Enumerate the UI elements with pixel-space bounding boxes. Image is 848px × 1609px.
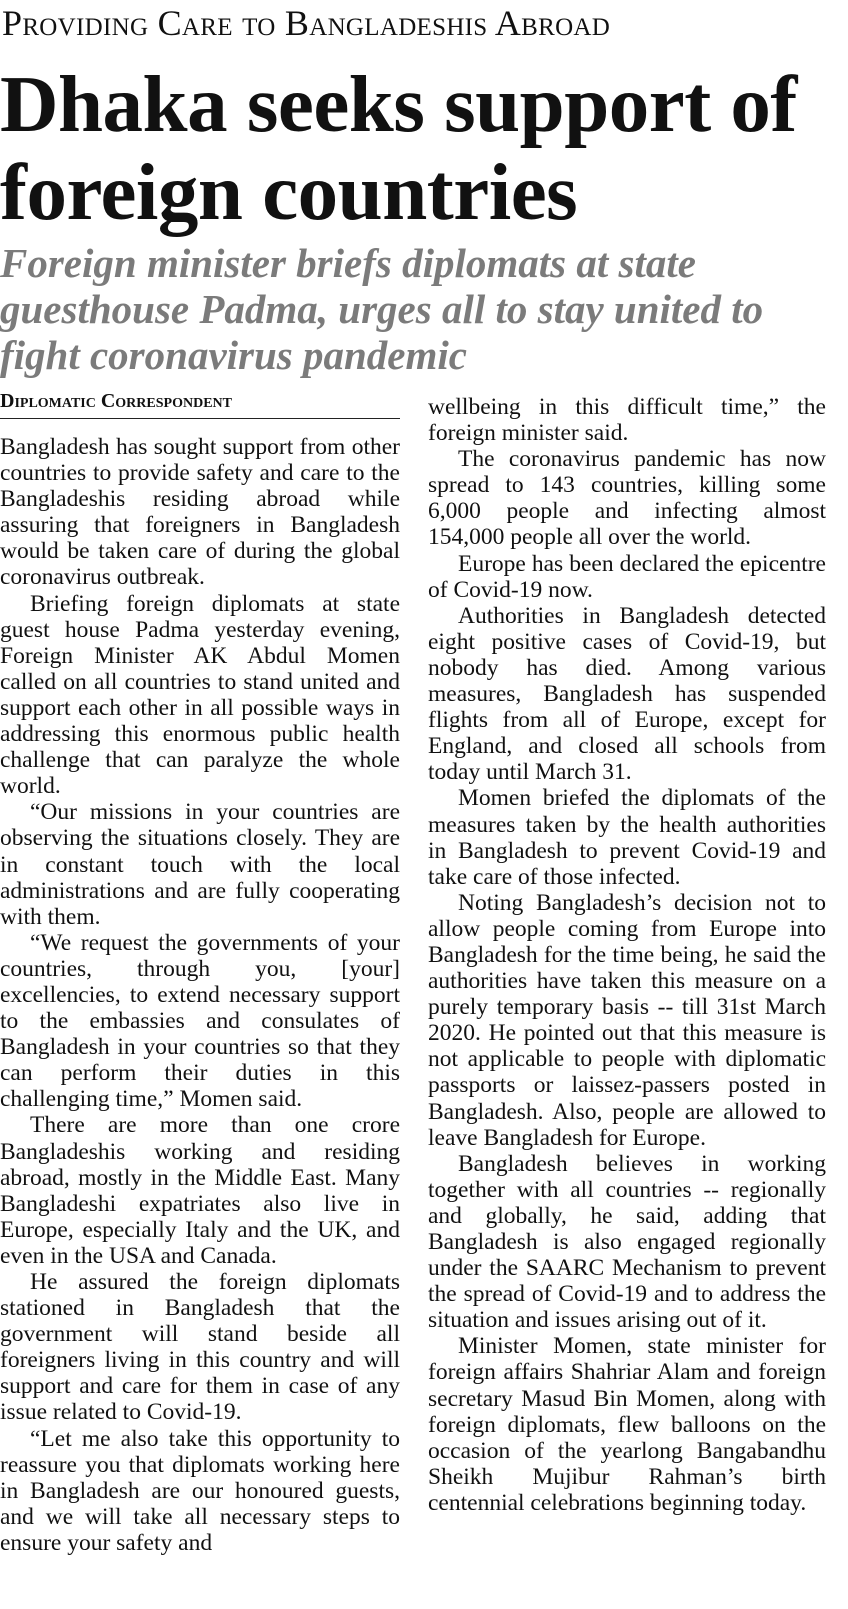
paragraph: Momen briefed the diplomats of the measures taken by the health authorities in Bangladesh to prevent Covid-19 and take care of those infected. <box>428 785 826 890</box>
paragraph: Minister Momen, state minister for foreign affairs Shahriar Alam and foreign secretary Masud Bin Momen, along with foreign diplomats, flew balloons on the occasion of the yearlong Bangabandhu Sheikh Mujibur Rahman’s birth centennial celebrations beginning today. <box>428 1333 826 1516</box>
paragraph: “We request the governments of your countries, through you, [your] excellencies, to extend necessary support to the embassies and consulates of Bangladesh in your countries so that they can perform their duties in this challenging time,” Momen said. <box>0 929 400 1113</box>
paragraph: Authorities in Bangladesh detected eight positive cases of Covid-19, but nobody has died. Among various measures, Bangladesh has suspended flights from all of Europe, except for England, and closed all schools from today until March 31. <box>428 602 826 786</box>
paragraph: He assured the foreign diplomats stationed in Bangladesh that the government will stand beside all foreigners living in this country and will support and care for them in case of any issue related to Covid-19. <box>0 1269 400 1426</box>
paragraph: There are more than one crore Bangladeshis working and residing abroad, mostly in the Middle East. Many Bangladeshi expatriates also live in Europe, especially Italy and the UK, and even in the USA and Canada. <box>0 1112 400 1269</box>
paragraph: Bangladesh believes in working together with all countries -- regionally and globally, he said, adding that Bangladesh is also engaged regionally under the SAARC Mechanism to prevent the spread of Covid-19 and to address the situation and issues arising out of it. <box>428 1150 826 1334</box>
article-column-left <box>0 434 400 1556</box>
paragraph: Briefing foreign diplomats at state guest house Padma yesterday evening, Foreign Minister AK Abdul Momen called on all countries to stand united and support each other in all possible ways in addressing this enormous public health challenge that can paralyze the whole world. <box>0 590 400 800</box>
paragraph: Europe has been declared the epicentre of Covid-19 now. <box>428 550 826 603</box>
paragraph: wellbeing in this difficult time,” the foreign minister said. <box>428 394 826 447</box>
paragraph: Noting Bangladesh’s decision not to allow people coming from Europe into Bangladesh for the time being, he said the authorities have taken this measure on a purely temporary basis -- till 31st March 2020. He pointed out that this measure is not applicable to people with diplomatic passports or laissez-passers posted in Bangladesh. Also, people are allowed to leave Bangladesh for Europe. <box>428 889 826 1151</box>
article-kicker: Providing Care to Bangladeshis Abroad <box>2 3 611 43</box>
article-deck: Foreign minister briefs diplomats at state guesthouse Padma, urges all to stay united to fight coronavirus pandemic <box>0 240 764 378</box>
article-headline: Dhaka seeks support of foreign countries <box>0 59 797 237</box>
article-column-right <box>428 394 826 1516</box>
article-byline: Diplomatic Correspondent <box>0 388 400 419</box>
paragraph: “Let me also take this opportunity to reassure you that diplomats working here in Bangladesh are our honoured guests, and we will take all necessary steps to ensure your safety and <box>0 1425 400 1556</box>
paragraph: The coronavirus pandemic has now spread to 143 countries, killing some 6,000 people and infecting almost 154,000 people all over the world. <box>428 446 826 551</box>
paragraph: Bangladesh has sought support from other countries to provide safety and care to the Bangladeshis residing abroad while assuring that foreigners in Bangladesh would be taken care of during the global coronavirus outbreak. <box>0 434 400 591</box>
paragraph: “Our missions in your countries are observing the situations closely. They are in constant touch with the local administrations and are fully cooperating with them. <box>0 799 400 930</box>
